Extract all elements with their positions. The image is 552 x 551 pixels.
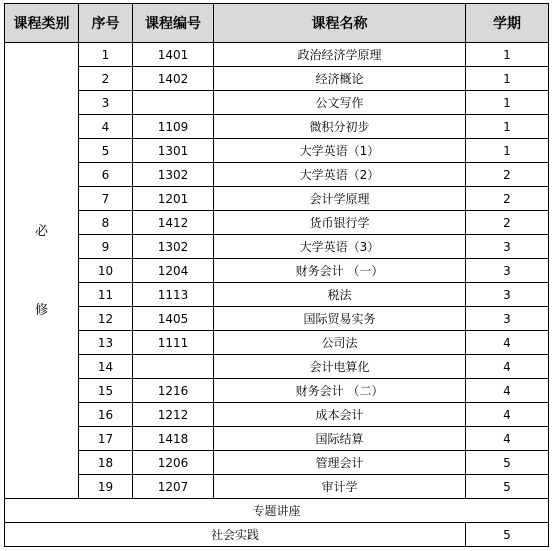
cell-course-code: 1216 [133,379,214,403]
cell-number: 5 [79,139,133,163]
cell-course-code: 1405 [133,307,214,331]
cell-course-code: 1302 [133,235,214,259]
cell-course-name: 国际贸易实务 [214,307,466,331]
cell-number: 8 [79,211,133,235]
table-row [5,355,549,379]
table-row [5,259,549,283]
cell-term: 3 [466,235,549,259]
table-body [5,43,549,547]
cell-course-name: 财务会计 （二） [214,379,466,403]
cell-term: 2 [466,187,549,211]
cell-term: 4 [466,403,549,427]
cell-course-code: 1401 [133,43,214,67]
course-table-container [4,3,549,547]
header-term: 学期 [466,4,549,43]
cell-course-code: 1201 [133,187,214,211]
cell-course-name: 经济概论 [214,67,466,91]
header-course-name: 课程名称 [214,4,466,43]
header-course-code: 课程编号 [133,4,214,43]
table-row [5,235,549,259]
cell-course-name: 税法 [214,283,466,307]
cell-number: 14 [79,355,133,379]
cell-course-code: 1418 [133,427,214,451]
cell-number: 17 [79,427,133,451]
cell-number: 19 [79,475,133,499]
cell-number: 6 [79,163,133,187]
cell-number: 3 [79,91,133,115]
cell-term: 1 [466,67,549,91]
cell-course-code: 1113 [133,283,214,307]
cell-term: 5 [466,475,549,499]
cell-course-name: 成本会计 [214,403,466,427]
cell-term: 5 [466,451,549,475]
cell-term: 3 [466,283,549,307]
category-char-1: 必 [34,223,48,239]
cell-number: 15 [79,379,133,403]
cell-course-name: 公司法 [214,331,466,355]
social-practice-name: 社会实践 [5,523,466,547]
table-row [5,283,549,307]
cell-course-code: 1207 [133,475,214,499]
cell-course-name: 会计电算化 [214,355,466,379]
header-number: 序号 [79,4,133,43]
header-category: 课程类别 [5,4,79,43]
cell-course-code: 1206 [133,451,214,475]
cell-course-name: 大学英语（2） [214,163,466,187]
cell-number: 4 [79,115,133,139]
cell-course-name: 审计学 [214,475,466,499]
table-row [5,211,549,235]
cell-course-name: 公文写作 [214,91,466,115]
cell-course-name: 大学英语（3） [214,235,466,259]
cell-term: 3 [466,307,549,331]
table-row [5,67,549,91]
cell-number: 11 [79,283,133,307]
cell-course-name: 大学英语（1） [214,139,466,163]
category-cell [5,43,79,499]
special-lecture-row [5,499,549,523]
cell-course-name: 政治经济学原理 [214,43,466,67]
cell-course-code [133,91,214,115]
cell-course-code: 1109 [133,115,214,139]
cell-number: 7 [79,187,133,211]
cell-term: 1 [466,43,549,67]
social-practice-term: 5 [466,523,549,547]
table-row [5,379,549,403]
cell-number: 9 [79,235,133,259]
cell-number: 13 [79,331,133,355]
cell-number: 12 [79,307,133,331]
cell-course-code: 1212 [133,403,214,427]
cell-course-name: 国际结算 [214,427,466,451]
header-row [5,4,549,43]
cell-term: 4 [466,355,549,379]
cell-term: 4 [466,331,549,355]
table-row [5,115,549,139]
cell-course-name: 会计学原理 [214,187,466,211]
cell-term: 1 [466,139,549,163]
table-row [5,139,549,163]
table-row [5,403,549,427]
table-row [5,331,549,355]
table-row [5,91,549,115]
cell-course-code: 1204 [133,259,214,283]
cell-course-name: 微积分初步 [214,115,466,139]
table-row [5,43,549,67]
cell-number: 2 [79,67,133,91]
cell-term: 4 [466,379,549,403]
table-row [5,307,549,331]
cell-course-name: 管理会计 [214,451,466,475]
cell-term: 4 [466,427,549,451]
table-row [5,163,549,187]
cell-course-code: 1302 [133,163,214,187]
special-lecture-cell: 专题讲座 [5,499,549,523]
cell-course-name: 货币银行学 [214,211,466,235]
cell-number: 1 [79,43,133,67]
cell-term: 2 [466,163,549,187]
social-practice-row [5,523,549,547]
table-row [5,427,549,451]
cell-term: 1 [466,91,549,115]
cell-course-code: 1412 [133,211,214,235]
course-table [4,3,549,547]
cell-number: 16 [79,403,133,427]
table-row [5,187,549,211]
cell-course-code: 1402 [133,67,214,91]
cell-term: 3 [466,259,549,283]
table-row [5,475,549,499]
cell-number: 18 [79,451,133,475]
cell-course-name: 财务会计 （一） [214,259,466,283]
cell-number: 10 [79,259,133,283]
cell-course-code: 1111 [133,331,214,355]
cell-course-code: 1301 [133,139,214,163]
cell-course-code [133,355,214,379]
table-row [5,451,549,475]
cell-term: 2 [466,211,549,235]
category-char-2: 修 [34,302,48,318]
cell-term: 1 [466,115,549,139]
